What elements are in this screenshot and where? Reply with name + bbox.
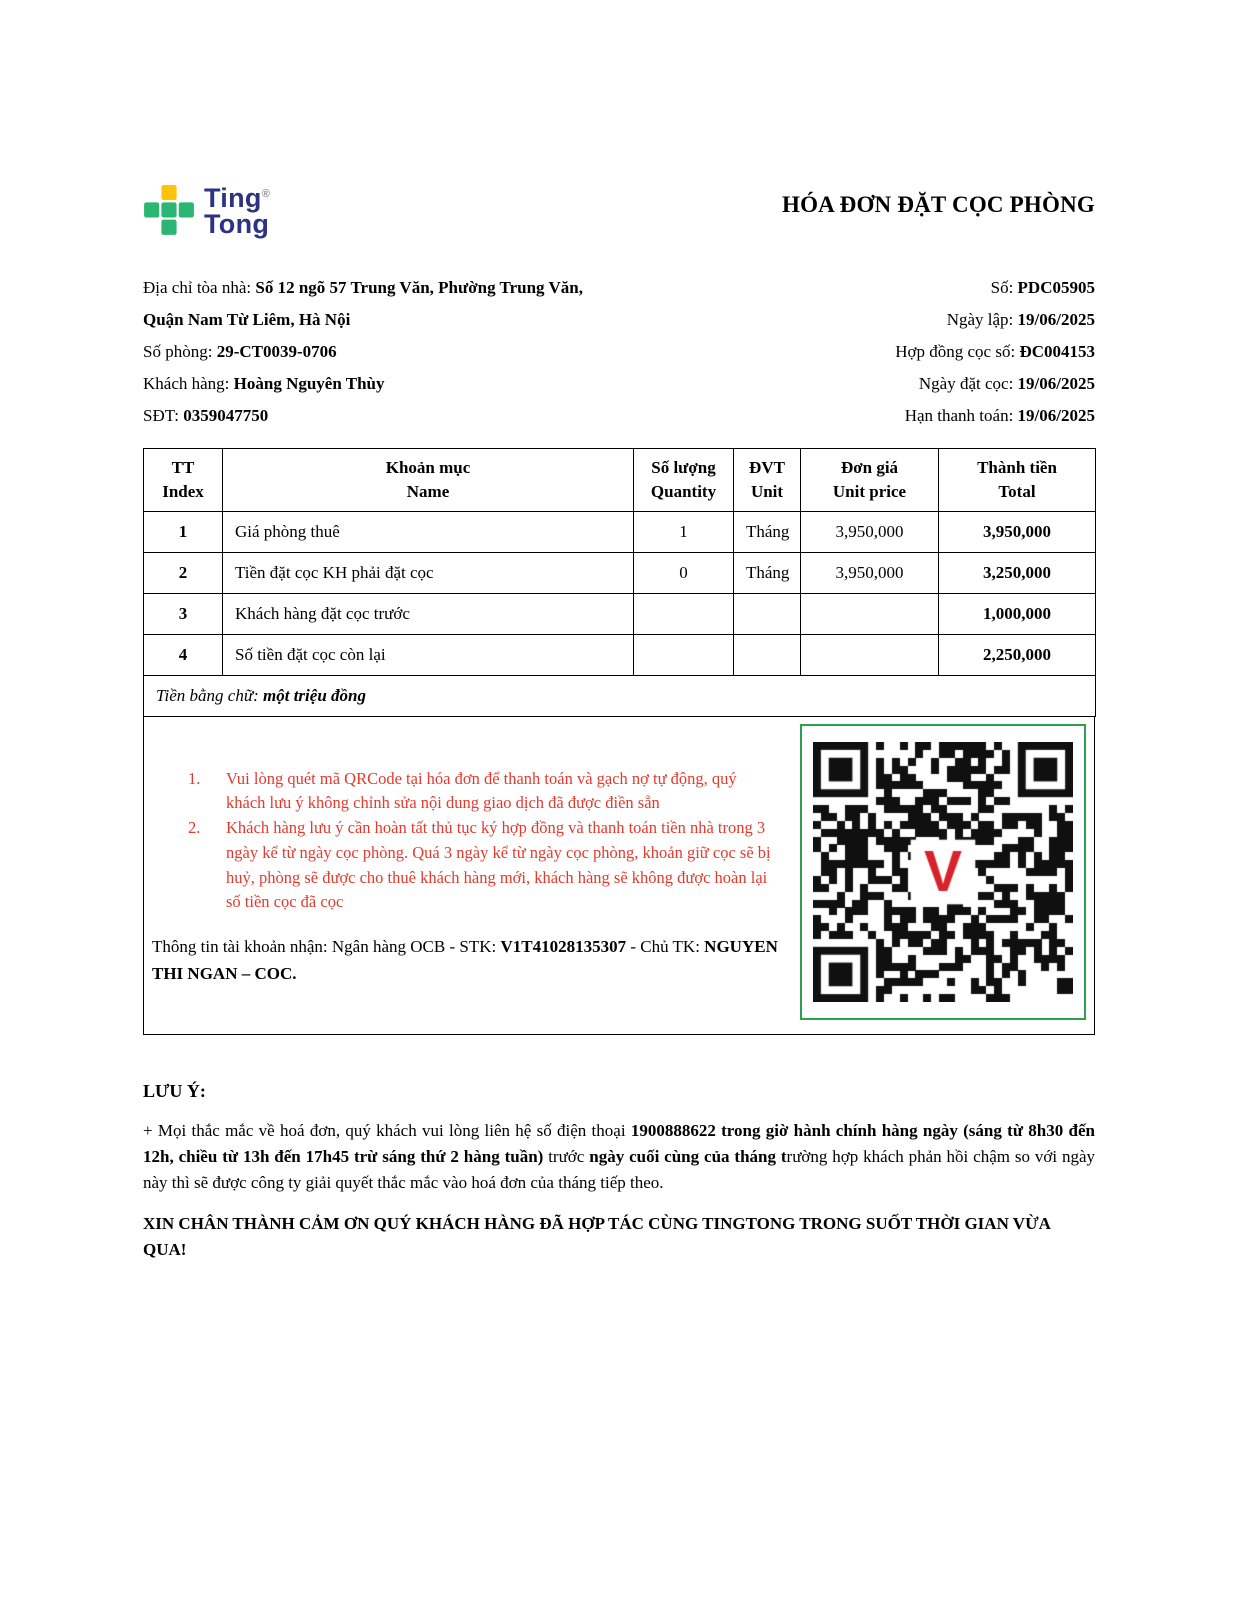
col-header-quantity: Số lượng Quantity [634,449,734,512]
col-header-unit: ĐVT Unit [734,449,801,512]
cell-name: Giá phòng thuê [223,511,634,552]
cell-total: 3,250,000 [939,552,1096,593]
cell-total: 3,950,000 [939,511,1096,552]
info-row [143,272,1095,304]
note-text: Vui lòng quét mã QRCode tại hóa đơn để thanh toán và gạch nợ tự động, quý khách lưu ý không chỉnh sửa nội dung giao dịch đã được điền sẵn [226,768,737,813]
notice-heading: LƯU Ý: [143,1080,206,1101]
qr-canvas [813,742,1073,1002]
cell-unit-price [801,593,939,634]
info-row [143,304,1095,336]
address-label: Địa chỉ tòa nhà: [143,278,256,297]
thank-you-message: XIN CHÂN THÀNH CẢM ƠN QUÝ KHÁCH HÀNG ĐÃ HỢP TÁC CÙNG TINGTONG TRONG SUỐT THỜI GIAN VỪA QUA! [143,1213,1050,1259]
cell-unit-price: 3,950,000 [801,552,939,593]
issue-date-value: 19/06/2025 [1017,310,1095,329]
due-date-label: Hạn thanh toán: [904,406,1018,425]
amount-in-words-row [144,675,1096,716]
col-header-total: Thành tiền Total [939,449,1096,512]
address-value-line2: Quận Nam Từ Liêm, Hà Nội [143,310,351,329]
deposit-date-value: 19/06/2025 [1017,374,1095,393]
phone-value: 0359047750 [183,406,269,425]
table-row [144,634,1096,675]
notice-paragraph: + Mọi thắc mắc về hoá đơn, quý khách vui lòng liên hệ số điện thoại 1900888622 trong giờ hành chính hàng ngày (sáng từ 8h30 đến 12h, chiều từ 13h đến 17h45 trừ sáng thứ 2 hàng tuần) trước ngày cuối cùng của tháng trường hợp khách phản hồi chậm so với ngày này thì sẽ được công ty giải quyết thắc mắc vào hoá đơn của tháng tiếp theo. [143,1120,1096,1193]
cell-unit [734,634,801,675]
cell-index: 4 [144,634,223,675]
address-value: Số 12 ngõ 57 Trung Văn, Phường Trung Văn, [255,278,583,297]
page-title: HÓA ĐƠN ĐẶT CỌC PHÒNG [781,192,1095,217]
note-item [188,767,778,817]
room-number-value: 29-CT0039-0706 [216,342,337,361]
logo-line2: Tong [204,209,270,239]
amount-words-label: Tiền bằng chữ: [156,685,264,705]
col-header-index: TT Index [144,449,223,512]
footer [143,1081,1095,1264]
table-header-row [144,449,1096,512]
col-header-unit-price: Đơn giá Unit price [801,449,939,512]
cell-index: 1 [144,511,223,552]
note-text: Khách hàng lưu ý cần hoàn tất thủ tục ký hợp đồng và thanh toán tiền nhà trong 3 ngày kể từ ngày cọc phòng. Quá 3 ngày kể từ ngày cọc phòng, khoản giữ cọc sẽ bị huỷ, phòng sẽ được cho thuê khách hàng mới, khách hàng sẽ không được hoàn lại số tiền cọc đã cọc [226,818,771,912]
invoice-info [143,272,1095,432]
customer-label: Khách hàng: [143,374,234,393]
contract-number-label: Hợp đồng cọc số: [895,342,1020,361]
note-number: 2. [188,818,201,838]
cell-unit [734,593,801,634]
due-date-value: 19/06/2025 [1017,406,1095,425]
logo-wordmark [204,182,271,239]
note-item [188,816,778,915]
cell-unit: Tháng [734,552,801,593]
deposit-date-label: Ngày đặt cọc: [918,374,1018,393]
cell-index: 3 [144,593,223,634]
tingtong-logo [143,178,270,244]
logo-line1: Ting [204,182,262,213]
cell-total: 2,250,000 [939,634,1096,675]
cell-name: Tiền đặt cọc KH phải đặt cọc [223,552,634,593]
payment-qr-code [800,724,1086,1020]
doc-header [143,178,1095,248]
table-row [144,552,1096,593]
notes-text-area [144,717,792,1034]
note-list [188,767,778,916]
bank-account-info: Thông tin tài khoản nhận: Ngân hàng OCB - STK: V1T41028135307 - Chủ TK: NGUYEN THI NGAN – COC. [152,937,778,984]
cell-unit-price [801,634,939,675]
invoice-items-table [143,448,1096,717]
issue-date-label: Ngày lập: [946,310,1018,329]
invoice-number-label: Số: [990,278,1018,297]
table-row [144,593,1096,634]
cell-index: 2 [144,552,223,593]
cell-quantity [634,634,734,675]
invoice-number-value: PDC05905 [1017,278,1095,297]
tingtong-logo-mark-icon [143,178,195,244]
contract-number-value: ĐC004153 [1019,342,1095,361]
room-number-label: Số phòng: [143,342,217,361]
col-header-name: Khoản mục Name [223,449,634,512]
info-row [143,368,1095,400]
amount-words-value: một triệu đồng [263,685,366,705]
cell-quantity: 0 [634,552,734,593]
cell-quantity [634,593,734,634]
cell-unit: Tháng [734,511,801,552]
info-row [143,336,1095,368]
cell-name: Khách hàng đặt cọc trước [223,593,634,634]
cell-total: 1,000,000 [939,593,1096,634]
cell-unit-price: 3,950,000 [801,511,939,552]
note-number: 1. [188,768,201,788]
notes-box [143,717,1095,1035]
registered-mark-icon: ® [261,187,271,200]
phone-label: SĐT: [143,406,184,425]
cell-name: Số tiền đặt cọc còn lại [223,634,634,675]
cell-quantity: 1 [634,511,734,552]
table-row [144,511,1096,552]
customer-value: Hoàng Nguyên Thùy [233,374,385,393]
info-row [143,400,1095,432]
